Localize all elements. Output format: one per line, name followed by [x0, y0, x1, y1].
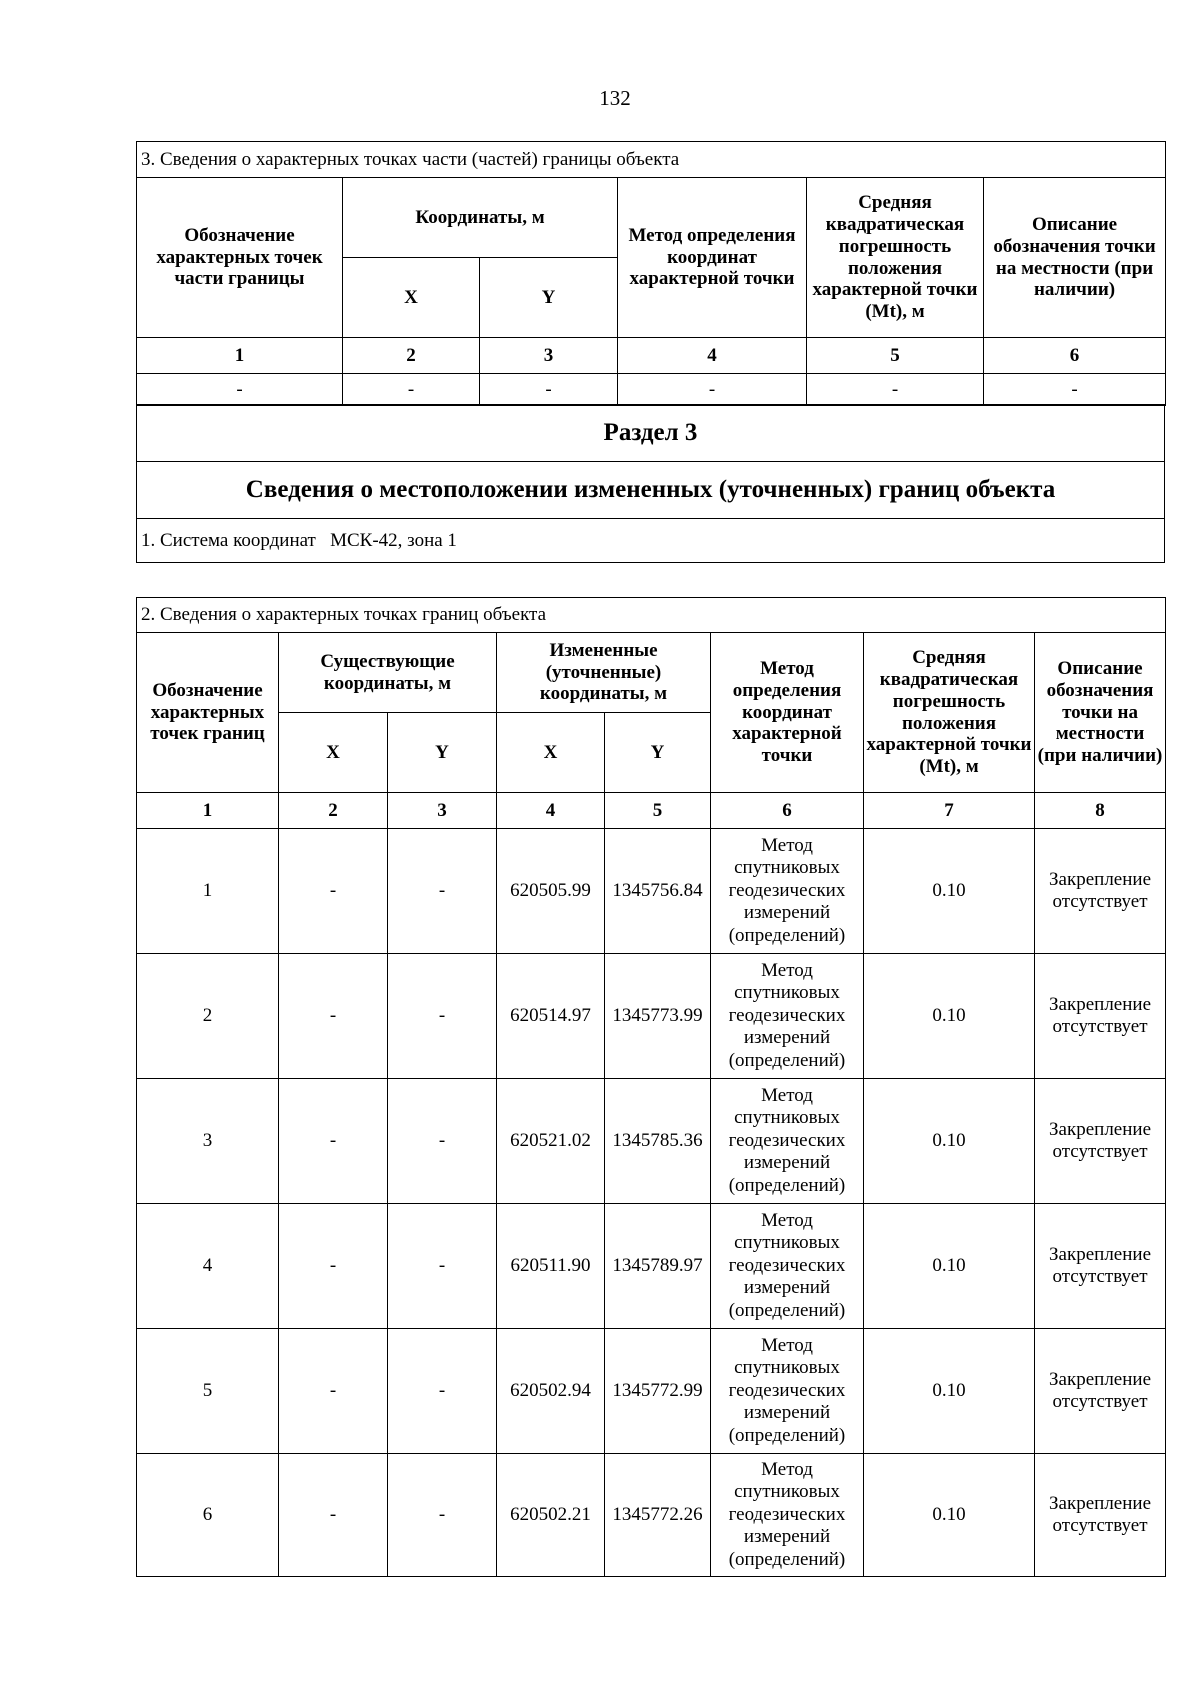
column-number: 7 [864, 793, 1035, 829]
empty-cell: - [984, 374, 1166, 406]
mt-value: 0.10 [864, 1329, 1035, 1454]
point-description: Закрепление отсутствует [1035, 829, 1166, 954]
column-number: 3 [480, 338, 618, 374]
changed-y: 1345772.26 [605, 1454, 711, 1577]
column-number: 5 [605, 793, 711, 829]
existing-y: - [388, 954, 497, 1079]
changed-x: 620514.97 [497, 954, 605, 1079]
existing-x: - [279, 829, 388, 954]
mt-value: 0.10 [864, 954, 1035, 1079]
column-number: 1 [137, 338, 343, 374]
header-y: Y [480, 258, 618, 338]
header-x: X [279, 713, 388, 793]
header-error: Средняя квадратическая погрешность положения характерной точки (Mt), м [864, 633, 1035, 793]
changed-y: 1345773.99 [605, 954, 711, 1079]
changed-x: 620505.99 [497, 829, 605, 954]
changed-y: 1345789.97 [605, 1204, 711, 1329]
boundary-points-caption: 2. Сведения о характерных точках границ объекта [137, 598, 1166, 633]
method: Метод спутниковых геодезических измерений (определений) [711, 1329, 864, 1454]
point-description: Закрепление отсутствует [1035, 1454, 1166, 1577]
section-title: Раздел 3 [137, 405, 1165, 462]
existing-x: - [279, 1204, 388, 1329]
page-number: 132 [599, 86, 631, 110]
section-subtitle: Сведения о местоположении измененных (уточненных) границ объекта [137, 462, 1165, 519]
header-method: Метод определения координат характерной точки [711, 633, 864, 793]
column-number: 1 [137, 793, 279, 829]
changed-x: 620521.02 [497, 1079, 605, 1204]
column-number: 8 [1035, 793, 1166, 829]
table-row [137, 1079, 1166, 1204]
point-id: 4 [137, 1204, 279, 1329]
table-row [137, 1329, 1166, 1454]
empty-cell: - [480, 374, 618, 406]
header-designation: Обозначение характерных точек части границы [137, 178, 343, 338]
point-id: 2 [137, 954, 279, 1079]
coordinate-system-value: МСК-42, зона 1 [330, 529, 457, 551]
empty-cell: - [343, 374, 480, 406]
point-id: 3 [137, 1079, 279, 1204]
method: Метод спутниковых геодезических измерений (определений) [711, 1454, 864, 1577]
header-error: Средняя квадратическая погрешность положения характерной точки (Mt), м [807, 178, 984, 338]
mt-value: 0.10 [864, 1079, 1035, 1204]
column-number: 6 [711, 793, 864, 829]
header-y: Y [388, 713, 497, 793]
table-row [137, 1204, 1166, 1329]
existing-x: - [279, 1329, 388, 1454]
mt-value: 0.10 [864, 829, 1035, 954]
empty-cell: - [807, 374, 984, 406]
header-designation: Обозначение характерных точек границ [137, 633, 279, 793]
coordinate-system [137, 519, 1165, 563]
column-number: 2 [343, 338, 480, 374]
header-x: X [343, 258, 480, 338]
column-number: 5 [807, 338, 984, 374]
point-description: Закрепление отсутствует [1035, 954, 1166, 1079]
point-id: 5 [137, 1329, 279, 1454]
method: Метод спутниковых геодезических измерений (определений) [711, 1204, 864, 1329]
table-row [137, 954, 1166, 1079]
empty-cell: - [618, 374, 807, 406]
point-id: 6 [137, 1454, 279, 1577]
changed-y: 1345785.36 [605, 1079, 711, 1204]
mt-value: 0.10 [864, 1204, 1035, 1329]
existing-x: - [279, 1454, 388, 1577]
mt-value: 0.10 [864, 1454, 1035, 1577]
table-row [137, 1454, 1166, 1577]
column-number: 3 [388, 793, 497, 829]
changed-x: 620502.21 [497, 1454, 605, 1577]
method: Метод спутниковых геодезических измерений (определений) [711, 954, 864, 1079]
part-points-caption: 3. Сведения о характерных точках части (частей) границы объекта [137, 142, 1166, 178]
existing-y: - [388, 1079, 497, 1204]
point-description: Закрепление отсутствует [1035, 1204, 1166, 1329]
header-coordinates: Координаты, м [343, 178, 618, 258]
header-x: X [497, 713, 605, 793]
table-row [137, 829, 1166, 954]
method: Метод спутниковых геодезических измерений (определений) [711, 1079, 864, 1204]
existing-y: - [388, 1454, 497, 1577]
header-method: Метод определения координат характерной точки [618, 178, 807, 338]
header-y: Y [605, 713, 711, 793]
existing-x: - [279, 954, 388, 1079]
part-points-table [136, 141, 1166, 406]
existing-y: - [388, 829, 497, 954]
column-number: 4 [618, 338, 807, 374]
changed-x: 620511.90 [497, 1204, 605, 1329]
header-description: Описание обозначения точки на местности (при наличии) [1035, 633, 1166, 793]
point-id: 1 [137, 829, 279, 954]
empty-cell: - [137, 374, 343, 406]
changed-x: 620502.94 [497, 1329, 605, 1454]
header-description: Описание обозначения точки на местности (при наличии) [984, 178, 1166, 338]
column-number: 4 [497, 793, 605, 829]
existing-x: - [279, 1079, 388, 1204]
point-description: Закрепление отсутствует [1035, 1329, 1166, 1454]
changed-y: 1345772.99 [605, 1329, 711, 1454]
coordinate-system-label: 1. Система координат [141, 529, 316, 551]
section-table [136, 404, 1165, 563]
method: Метод спутниковых геодезических измерений (определений) [711, 829, 864, 954]
point-description: Закрепление отсутствует [1035, 1079, 1166, 1204]
column-number: 6 [984, 338, 1166, 374]
existing-y: - [388, 1329, 497, 1454]
column-number: 2 [279, 793, 388, 829]
boundary-points-table [136, 597, 1166, 1577]
header-existing-coordinates: Существующие координаты, м [279, 633, 497, 713]
existing-y: - [388, 1204, 497, 1329]
changed-y: 1345756.84 [605, 829, 711, 954]
header-changed-coordinates: Измененные (уточненные) координаты, м [497, 633, 711, 713]
